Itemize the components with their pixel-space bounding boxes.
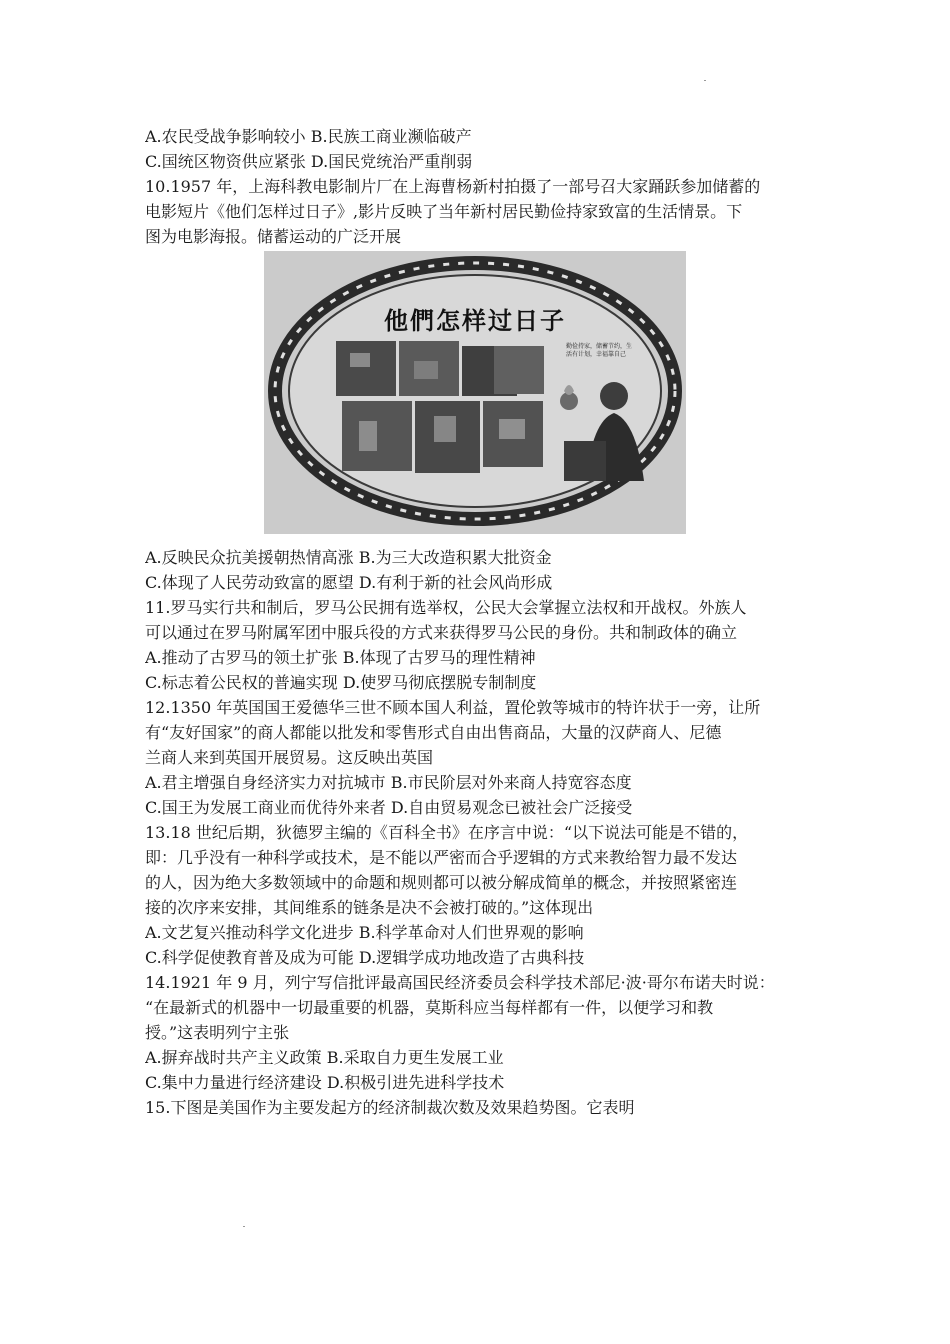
poster-title: 他們怎样过日子 [384,307,566,335]
scan-speck [243,1226,245,1227]
text-line: A.推动了古罗马的领土扩张 B.体现了古罗马的理性精神 [145,648,536,667]
text-line: C.国王为发展工商业而优待外来者 D.自由贸易观念已被社会广泛接受 [145,798,633,817]
text-line: 13.18 世纪后期，狄德罗主编的《百科全书》在序言中说：“以下说法可能是不错的， [145,823,749,842]
text-line: 有“友好国家”的商人都能以批发和零售形式自由出售商品，大量的汉萨商人、尼德 [145,723,722,742]
text-line: C.科学促使教育普及成为可能 D.逻辑学成功地改造了古典科技 [145,948,585,967]
text-line: C.集中力量进行经济建设 D.积极引进先进科学技术 [145,1073,505,1092]
text-line: 电影短片《他们怎样过日子》,影片反映了当年新村居民勤俭持家致富的生活情景。下 [145,202,743,221]
figure-container [145,251,810,541]
text-line: 授。”这表明列宁主张 [145,1023,290,1042]
text-line: 图为电影海报。储蓄运动的广泛开展 [145,227,402,246]
text-line: 12.1350 年英国国王爱德华三世不顾本国人利益，置伦敦等城市的特许状于一旁，让所 [145,698,761,717]
text-line: 10.1957 年，上海科教电影制片厂在上海曹杨新村拍摄了一部号召大家踊跃参加储蓄的 [145,177,761,196]
question-text [145,124,810,1120]
text-line: A.摒弃战时共产主义政策 B.采取自力更生发展工业 [145,1048,504,1067]
text-line: “在最新式的机器中一切最重要的机器，莫斯科应当每样都有一件，以便学习和教 [145,998,714,1017]
poster-caption: 勤俭持家，储蓄节约，生活有计划，幸福靠自己 [566,343,633,358]
movie-poster-image [264,251,686,534]
text-line: C.标志着公民权的普遍实现 D.使罗马彻底摆脱专制制度 [145,673,537,692]
text-line: 11.罗马实行共和制后，罗马公民拥有选举权，公民大会掌握立法权和开战权。外族人 [145,598,747,617]
text-line: A.文艺复兴推动科学文化进步 B.科学革命对人们世界观的影响 [145,923,584,942]
text-line: 可以通过在罗马附属军团中服兵役的方式来获得罗马公民的身份。共和制政体的确立 [145,623,738,642]
text-line: A.反映民众抗美援朝热情高涨 B.为三大改造积累大批资金 [145,548,552,567]
text-line: 15.下图是美国作为主要发起方的经济制裁次数及效果趋势图。它表明 [145,1098,635,1117]
text-line: 14.1921 年 9 月，列宁写信批评最高国民经济委员会科学技术部尼·波·哥尔布诺夫时说： [145,973,775,992]
text-line: C.国统区物资供应紧张 D.国民党统治严重削弱 [145,152,473,171]
text-line: C.体现了人民劳动致富的愿望 D.有利于新的社会风尚形成 [145,573,553,592]
text-line: 接的次序来安排，其间维系的链条是决不会被打破的。”这体现出 [145,898,594,917]
scan-speck [704,80,706,81]
text-line: 的人，因为绝大多数领域中的命题和规则都可以被分解成简单的概念，并按照紧密连 [145,873,738,892]
poster-artwork [264,251,686,534]
text-line: 兰商人来到英国开展贸易。这反映出英国 [145,748,434,767]
text-line: 即：几乎没有一种科学或技术，是不能以严密而合乎逻辑的方式来教给智力最不发达 [145,848,738,867]
text-line: A.农民受战争影响较小 B.民族工商业濒临破产 [145,127,472,146]
text-line: A.君主增强自身经济实力对抗城市 B.市民阶层对外来商人持宽容态度 [145,773,632,792]
